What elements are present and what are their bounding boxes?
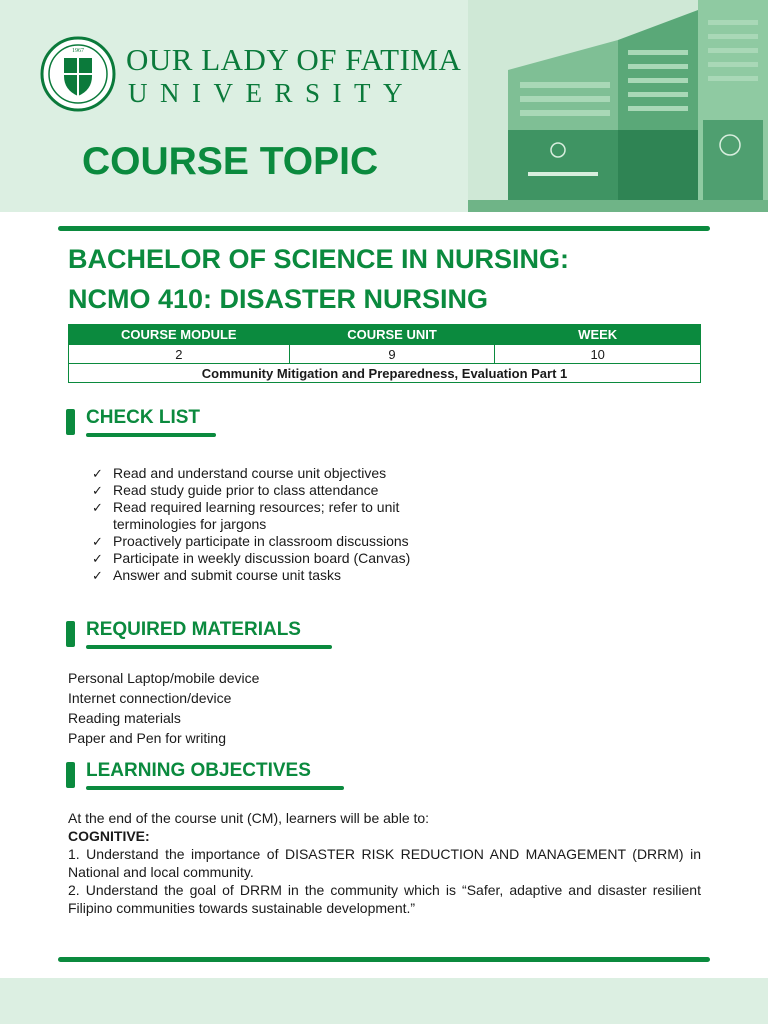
section-underline: [86, 645, 332, 649]
page-header: [0, 0, 768, 212]
materials-list: [68, 668, 259, 748]
course-info-table: [68, 324, 701, 383]
checkmark-icon: ✓: [92, 551, 103, 566]
section-title: REQUIRED MATERIALS: [86, 619, 301, 640]
list-item-continuation: terminologies for jargons: [113, 516, 267, 532]
learning-objectives-body: [68, 809, 701, 917]
objectives-intro: At the end of the course unit (CM), learners will be able to:: [68, 810, 430, 826]
header-week: WEEK: [495, 325, 701, 345]
table-header-row: [69, 325, 701, 345]
checkmark-icon: ✓: [92, 500, 103, 515]
section-marker: [66, 762, 75, 788]
list-item: Paper and Pen for writing: [68, 730, 226, 746]
section-underline: [86, 786, 344, 790]
program-title-line2: NCMO 410: DISASTER NURSING: [68, 284, 489, 314]
list-item: ✓ Read study guide prior to class attendance: [92, 482, 379, 498]
section-title: LEARNING OBJECTIVES: [86, 760, 311, 781]
university-building-illustration: [468, 0, 768, 212]
cell-week: 10: [495, 345, 701, 364]
header-divider: [58, 226, 710, 231]
table-row: [69, 364, 701, 383]
list-item: ✓ Read required learning resources; refer to unit: [92, 499, 400, 515]
cell-course-module: 2: [69, 345, 290, 364]
page-footer: [0, 978, 768, 1024]
list-item: Reading materials: [68, 710, 181, 726]
section-underline: [86, 433, 216, 437]
header-course-module: COURSE MODULE: [69, 325, 290, 345]
section-marker: [66, 409, 75, 435]
list-item: Internet connection/device: [68, 690, 232, 706]
checkmark-icon: ✓: [92, 483, 103, 498]
cell-unit-topic: Community Mitigation and Preparedness, Evaluation Part 1: [69, 364, 701, 383]
list-item: Personal Laptop/mobile device: [68, 670, 260, 686]
program-title-line1: BACHELOR OF SCIENCE IN NURSING:: [68, 244, 570, 274]
objective-item: 2. Understand the goal of DRRM in the community which is “Safer, adaptive and disaster resilient Filipino communities towards sustainable development.”: [68, 882, 701, 916]
section-marker: [66, 621, 75, 647]
list-item: ✓ Read and understand course unit objectives: [92, 465, 387, 481]
university-name-line1: OUR LADY OF FATIMA: [126, 42, 462, 77]
checkmark-icon: ✓: [92, 534, 103, 549]
cognitive-label: COGNITIVE:: [68, 828, 150, 844]
section-title: CHECK LIST: [86, 407, 200, 428]
checkmark-icon: ✓: [92, 466, 103, 481]
list-item: ✓ Participate in weekly discussion board (Canvas): [92, 550, 411, 566]
cell-course-unit: 9: [289, 345, 495, 364]
table-row: [69, 345, 701, 364]
list-item: ✓ Answer and submit course unit tasks: [92, 567, 341, 583]
seal-year: 1967: [72, 48, 84, 54]
course-topic-heading: COURSE TOPIC: [82, 140, 379, 183]
checklist: [92, 465, 410, 584]
list-item: ✓ Proactively participate in classroom discussions: [92, 533, 409, 549]
objective-item: 1. Understand the importance of DISASTER RISK REDUCTION AND MANAGEMENT (DRRM) in National and local community.: [68, 846, 701, 880]
university-name-line2: UNIVERSITY: [128, 78, 415, 108]
header-course-unit: COURSE UNIT: [289, 325, 495, 345]
university-seal-logo: [40, 36, 116, 112]
checkmark-icon: ✓: [92, 568, 103, 583]
footer-divider: [58, 957, 710, 962]
